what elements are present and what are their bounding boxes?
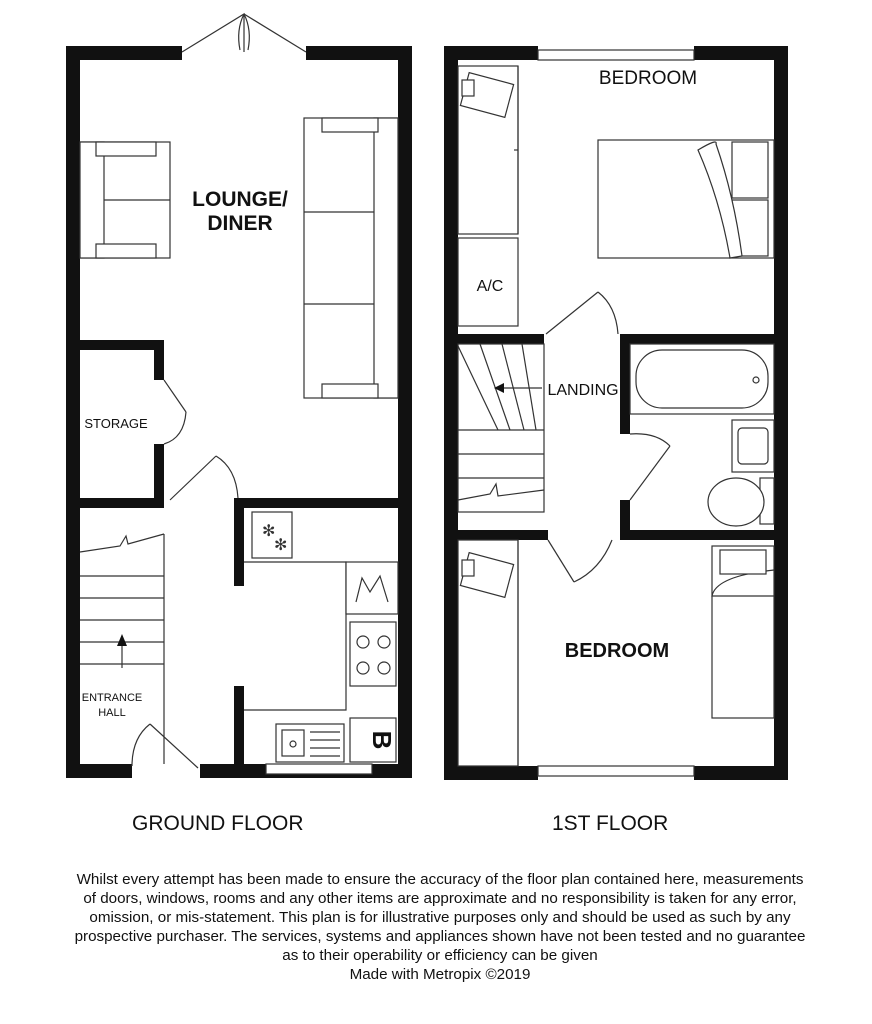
ground-stairs [80, 534, 164, 764]
wardrobe-bedroom1 [458, 66, 518, 234]
storage-label: STORAGE [84, 416, 148, 431]
ac-label: A/C [476, 278, 504, 295]
patio-doors [182, 14, 306, 52]
disclaimer-line: prospective purchaser. The services, systems and appliances shown have not been tested and no guarantee [74, 928, 806, 945]
ground-floor-plan [66, 14, 412, 778]
entrance-label-line2: HALL [98, 707, 126, 719]
disclaimer [20, 870, 860, 984]
armchair [80, 142, 170, 258]
kitchen-window [266, 764, 372, 774]
bedroom2-label: BEDROOM [564, 640, 670, 662]
wardrobe-bedroom2 [458, 540, 518, 766]
bathroom-door [630, 434, 670, 500]
bedroom2-window [538, 766, 694, 776]
landing-stairs [458, 344, 544, 512]
sofa [304, 118, 398, 398]
lounge-label-line2: DINER [207, 212, 273, 235]
first-floor-title: 1ST FLOOR [552, 812, 669, 835]
disclaimer-line: as to their operability or efficiency can be given [282, 947, 598, 964]
svg-text:✻: ✻ [274, 537, 288, 554]
boiler-label: B [367, 730, 397, 750]
kitchen-units [244, 512, 398, 762]
bedroom1-label: BEDROOM [598, 68, 698, 89]
svg-text:✻: ✻ [262, 523, 276, 540]
entrance-label-line1: ENTRANCE [81, 692, 143, 704]
lounge-door [170, 456, 238, 500]
landing-label: LANDING [547, 382, 619, 399]
double-bed [598, 140, 774, 258]
bedroom1-window [538, 50, 694, 60]
first-floor-plan [444, 46, 788, 780]
ground-floor-title: GROUND FLOOR [132, 812, 304, 835]
storage-door [164, 380, 186, 444]
entrance-door [132, 724, 198, 768]
metropix-credit: Made with Metropix ©2019 [349, 966, 531, 983]
single-bed [712, 546, 774, 718]
disclaimer-line: of doors, windows, rooms and any other items are approximate and no responsibility is taken for any error, [83, 890, 797, 907]
lounge-label-line1: LOUNGE/ [192, 188, 288, 211]
bedroom1-door [546, 292, 618, 334]
disclaimer-line: omission, or mis-statement. This plan is for illustrative purposes only and should be used as such by any [89, 909, 791, 926]
bedroom2-door [548, 540, 612, 582]
disclaimer-line: Whilst every attempt has been made to ensure the accuracy of the floor plan contained here, measurements [76, 871, 804, 888]
